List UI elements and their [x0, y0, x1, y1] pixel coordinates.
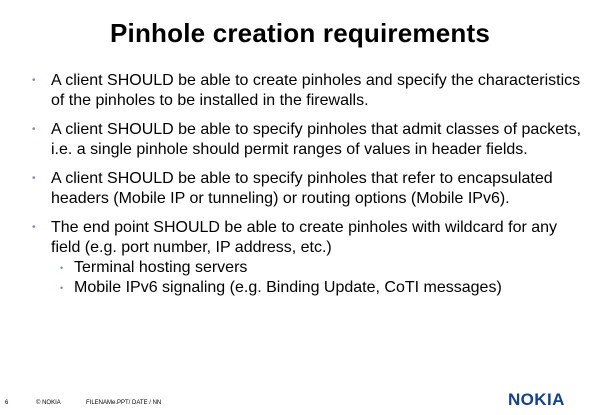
bullet-dot-icon: • — [32, 173, 36, 184]
subbullet-item-2 — [51, 278, 585, 298]
slide-footer — [0, 392, 600, 412]
slide-title: Pinhole creation requirements — [109, 18, 490, 48]
bullet-dot-icon: • — [32, 75, 36, 86]
subbullet-text: Terminal hosting servers — [74, 259, 248, 276]
copyright-text: © NOKIA — [36, 400, 61, 406]
bullet-item-4 — [30, 218, 585, 298]
bullet-list — [30, 71, 585, 307]
subbullet-text: Mobile IPv6 signaling (e.g. Binding Update, CoTI messages) — [74, 279, 502, 296]
bullet-text: A client SHOULD be able to specify pinholes that refer to encapsulated headers (Mobile IP or tunneling) or routing options (Mobile IPv6). — [51, 170, 553, 207]
subbullet-list — [51, 258, 585, 298]
bullet-dot-icon: • — [32, 124, 36, 135]
nokia-logo: NOKIA — [508, 390, 565, 409]
bullet-item-2 — [30, 120, 585, 160]
bullet-item-3 — [30, 169, 585, 209]
subbullet-item-1 — [51, 258, 585, 278]
bullet-text: The end point SHOULD be able to create pinholes with wildcard for any field (e.g. port number, IP address, etc.) — [51, 219, 558, 256]
bullet-dot-icon: • — [32, 222, 36, 233]
subbullet-dot-icon: • — [60, 263, 64, 273]
subbullet-dot-icon: • — [60, 283, 64, 293]
page-number: 6 — [5, 400, 9, 406]
bullet-item-1 — [30, 71, 585, 111]
bullet-text: A client SHOULD be able to specify pinholes that admit classes of packets, i.e. a single pinhole should permit ranges of values in header fields. — [51, 121, 582, 158]
filename-text: FILENAMe.PPT/ DATE / NN — [86, 400, 162, 406]
bullet-text: A client SHOULD be able to create pinholes and specify the characteristics of the pinholes to be installed in the firewalls. — [51, 72, 581, 109]
